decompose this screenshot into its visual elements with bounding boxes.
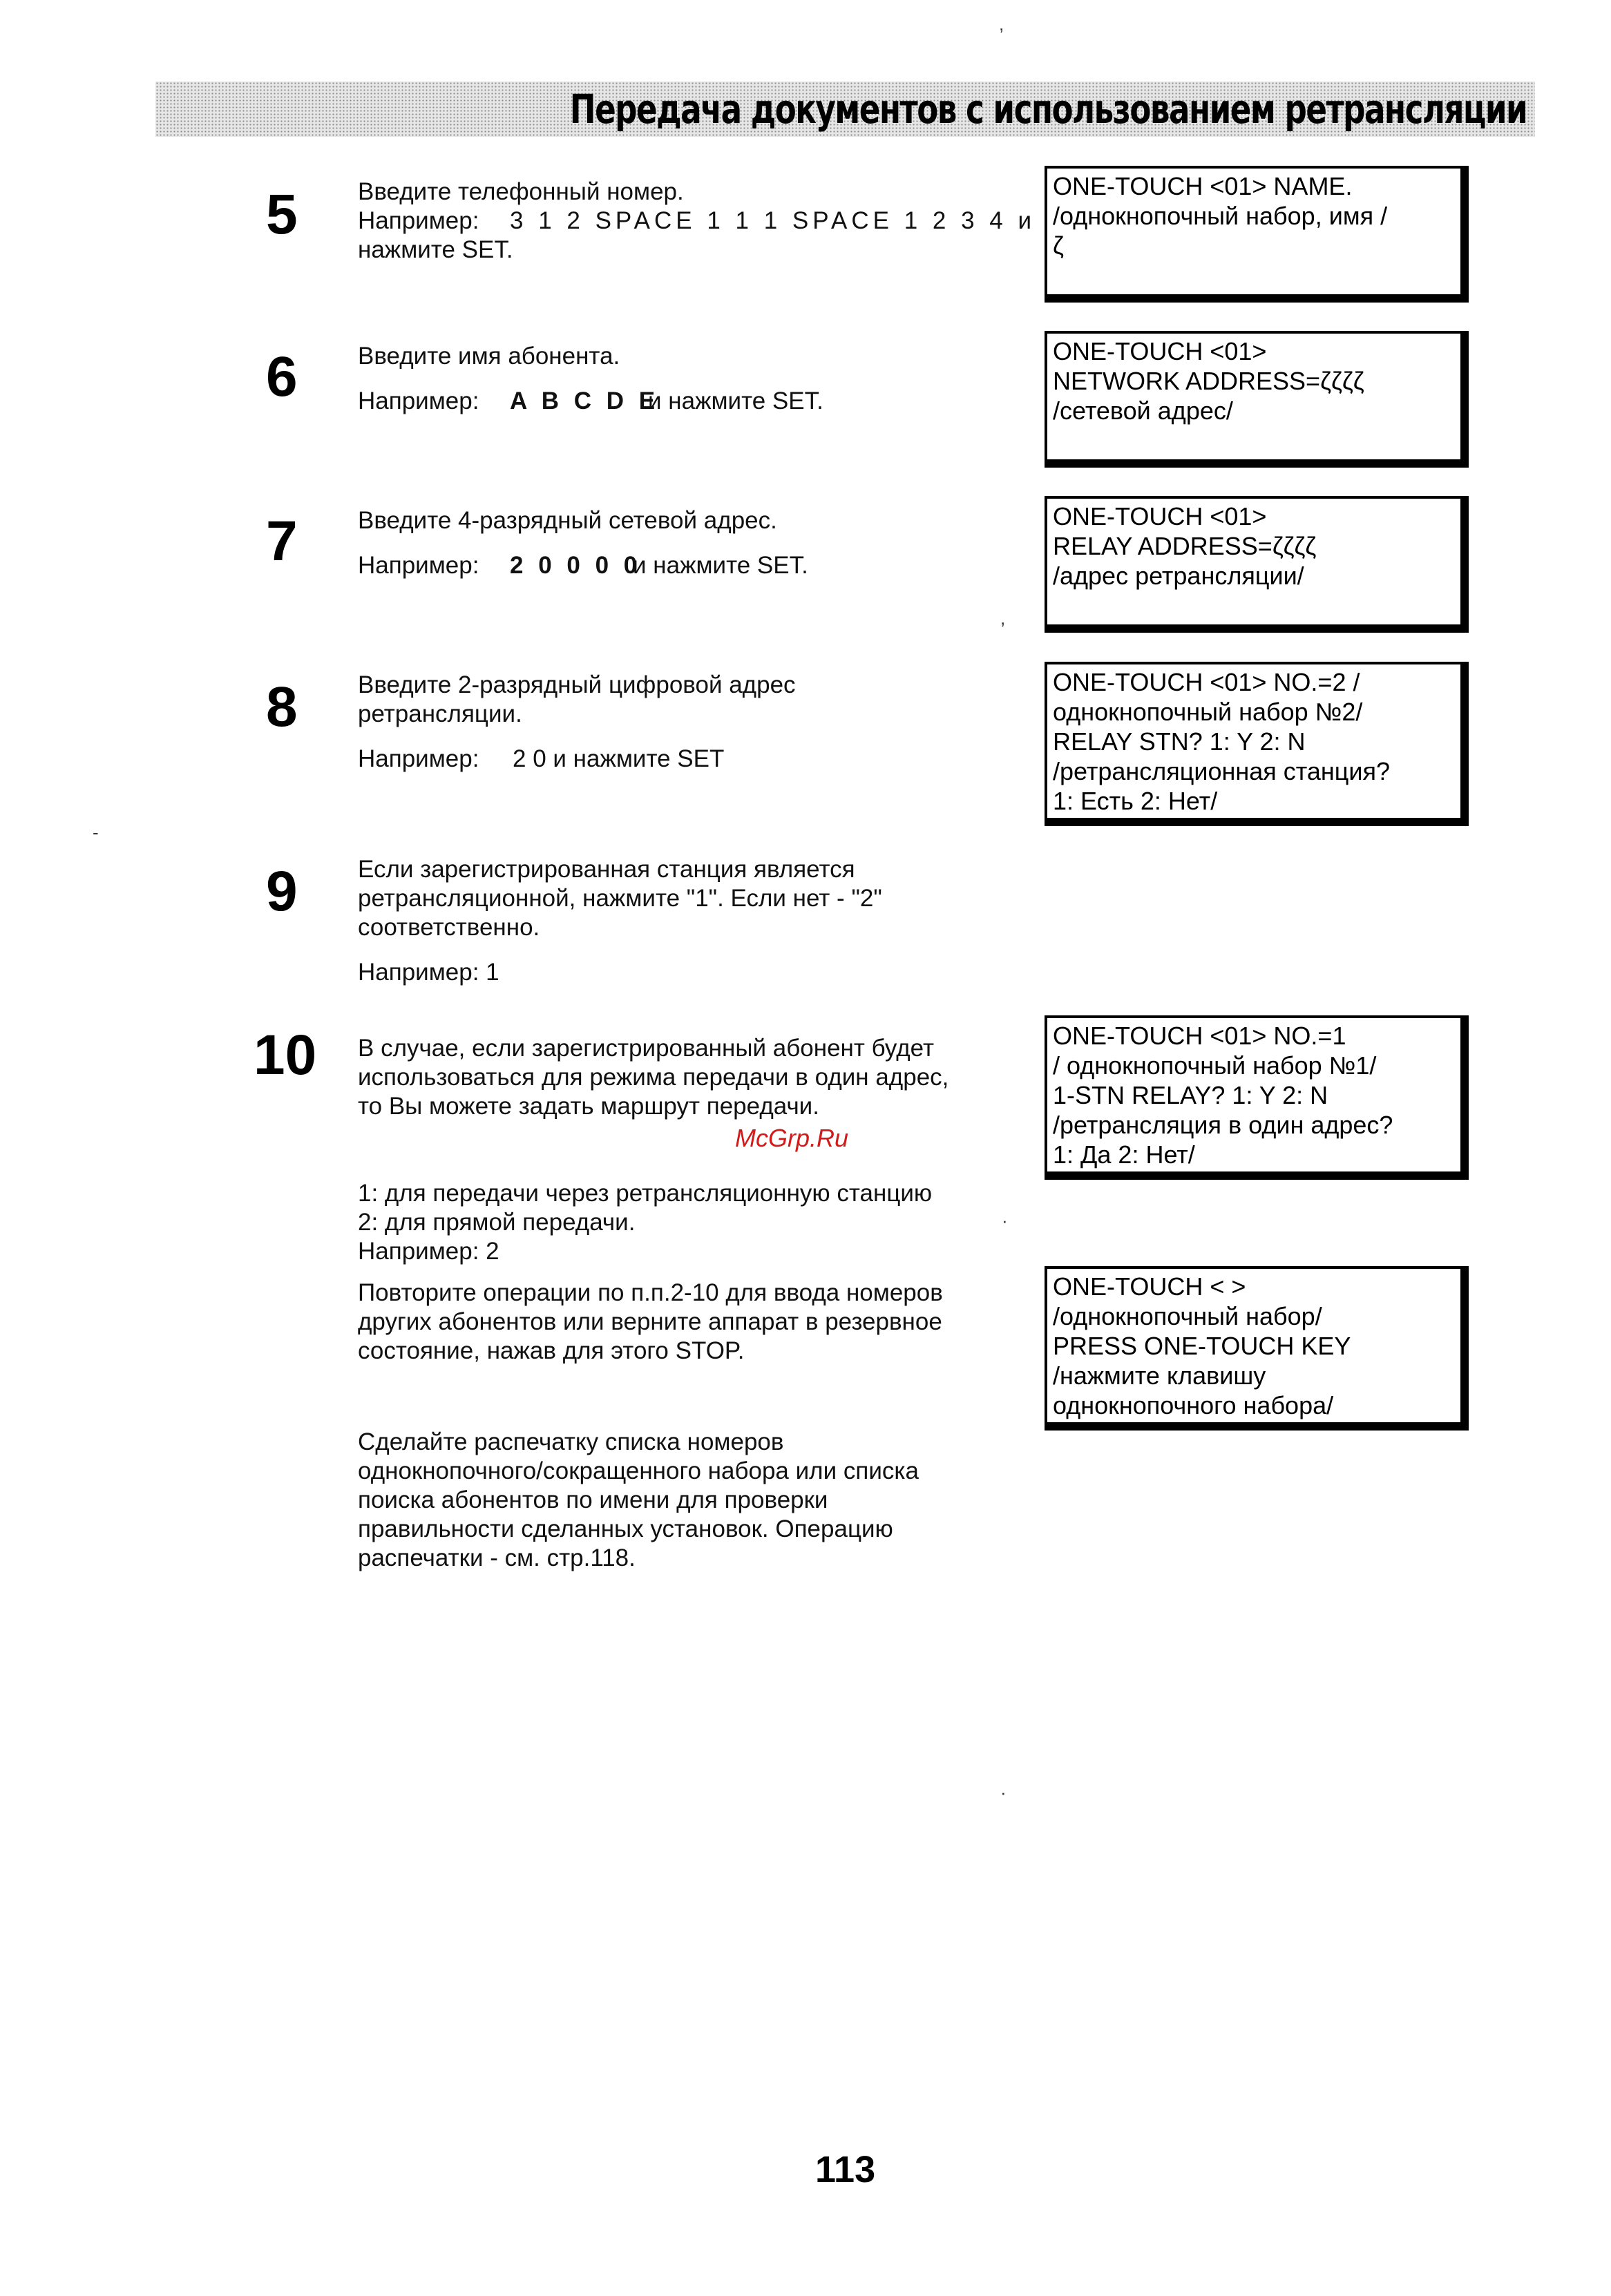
step-9-text-3: соответственно. — [358, 914, 540, 941]
step-7-text-3: и нажмите SET. — [633, 552, 808, 579]
step-5-text-1: Введите телефонный номер. — [358, 178, 684, 205]
step-6-text-2: Например: — [358, 388, 479, 414]
lcd-line: однокнопочного набора/ — [1053, 1391, 1334, 1419]
step-8-text-2: ретрансляции. — [358, 700, 522, 727]
lcd-line: однокнопочный набор №2/ — [1053, 698, 1363, 726]
step-10-option-1: 1: для передачи через ретрансляционную станцию — [358, 1180, 933, 1207]
step-8-text-3: Например: — [358, 745, 479, 772]
step-number-10: 10 — [254, 1024, 317, 1087]
step-number-8: 8 — [266, 676, 298, 738]
step-9-text-2: ретрансляционной, нажмите "1". Если нет - "2" — [358, 885, 882, 912]
step-10-text-3: то Вы можете задать маршрут передачи. — [358, 1093, 819, 1120]
lcd-display-step-6 — [1045, 331, 1469, 468]
scan-speck: - — [93, 822, 99, 843]
step-9-example: Например: 1 — [358, 959, 499, 986]
lcd-line: / однокнопочный набор №1/ — [1053, 1051, 1377, 1080]
printout-text-1: Сделайте распечатку списка номеров — [358, 1428, 784, 1455]
lcd-display-idle — [1045, 1266, 1469, 1431]
scan-speck: , — [1000, 608, 1006, 629]
step-9-text-1: Если зарегистрированная станция является — [358, 856, 855, 883]
lcd-line: 1: Есть 2: Нет/ — [1053, 787, 1218, 815]
lcd-line: 1-STN RELAY? 1: Y 2: N — [1053, 1081, 1328, 1109]
header-band — [155, 82, 1535, 137]
printout-text-2: однокнопочного/сокращенного набора или списка — [358, 1457, 919, 1484]
step-8-example: 2 0 и нажмите SET — [513, 745, 725, 772]
lcd-display-step-5 — [1045, 166, 1469, 303]
step-number-9: 9 — [266, 860, 298, 923]
step-number-5: 5 — [266, 183, 298, 246]
repeat-text-3: состояние, нажав для этого STOP. — [358, 1337, 745, 1364]
scan-speck: · — [1000, 1782, 1007, 1803]
scan-speck: · — [1002, 1210, 1008, 1231]
lcd-line: RELAY ADDRESS=ζζζζ — [1053, 532, 1317, 560]
scan-speck: , — [999, 14, 1004, 35]
lcd-line: /однокнопочный набор/ — [1053, 1302, 1322, 1330]
page-number: 113 — [815, 2149, 876, 2190]
watermark: McGrp.Ru — [735, 1124, 849, 1152]
lcd-line: /ретрансляционная станция? — [1053, 757, 1391, 785]
lcd-line: PRESS ONE-TOUCH KEY — [1053, 1332, 1351, 1360]
lcd-line: /адрес ретрансляции/ — [1053, 562, 1304, 590]
lcd-display-step-7 — [1045, 496, 1469, 633]
lcd-line: 1: Да 2: Нет/ — [1053, 1140, 1195, 1169]
printout-text-4: правильности сделанных установок. Операцию — [358, 1515, 893, 1542]
lcd-line: ONE-TOUCH <01> — [1053, 502, 1267, 530]
lcd-line: ONE-TOUCH <01> NO.=1 — [1053, 1022, 1346, 1050]
step-6-text-3: и нажмите SET. — [648, 388, 823, 414]
step-7-example: 2 0 0 0 0 — [510, 552, 642, 579]
lcd-line: ONE-TOUCH < > — [1053, 1272, 1246, 1301]
lcd-line: ONE-TOUCH <01> NAME. — [1053, 172, 1353, 200]
step-10-example: Например: 2 — [358, 1238, 499, 1265]
lcd-line: ζ — [1053, 231, 1064, 260]
printout-text-3: поиска абонентов по имени для проверки — [358, 1486, 828, 1513]
lcd-line: ONE-TOUCH <01> — [1053, 337, 1267, 365]
lcd-line: /ретрансляция в один адрес? — [1053, 1111, 1393, 1139]
step-5-text-2: Например: — [358, 207, 479, 234]
step-6-text-1: Введите имя абонента. — [358, 343, 620, 370]
step-5-example: 3 1 2 SPACE 1 1 1 SPACE 1 2 3 4 и — [510, 207, 1036, 234]
step-10-text-1: В случае, если зарегистрированный абонент будет — [358, 1035, 934, 1062]
step-7-text-1: Введите 4-разрядный сетевой адрес. — [358, 507, 777, 534]
lcd-line: ONE-TOUCH <01> NO.=2 / — [1053, 668, 1360, 696]
step-number-6: 6 — [266, 345, 298, 408]
lcd-line: /нажмите клавишу — [1053, 1361, 1266, 1390]
lcd-line: /однокнопочный набор, имя / — [1053, 202, 1388, 230]
lcd-line: NETWORK ADDRESS=ζζζζ — [1053, 367, 1364, 395]
step-10-text-2: использоваться для режима передачи в один адрес, — [358, 1064, 949, 1091]
lcd-display-step-8 — [1045, 662, 1469, 826]
repeat-text-1: Повторите операции по п.п.2-10 для ввода номеров — [358, 1279, 943, 1306]
lcd-line: /сетевой адрес/ — [1053, 396, 1233, 425]
step-8-text-1: Введите 2-разрядный цифровой адрес — [358, 671, 796, 698]
lcd-display-step-10 — [1045, 1015, 1469, 1180]
printout-text-5: распечатки - см. стр.118. — [358, 1544, 636, 1571]
page-header-title: Передача документов с использованием ретрансляции — [569, 86, 1527, 133]
repeat-text-2: других абонентов или верните аппарат в резервное — [358, 1308, 942, 1335]
lcd-line: RELAY STN? 1: Y 2: N — [1053, 727, 1306, 756]
step-5-text-3: нажмите SET. — [358, 236, 513, 263]
step-6-example: A B C D E — [510, 388, 660, 414]
step-7-text-2: Например: — [358, 552, 479, 579]
step-10-option-2: 2: для прямой передачи. — [358, 1209, 636, 1236]
step-number-7: 7 — [266, 510, 298, 573]
